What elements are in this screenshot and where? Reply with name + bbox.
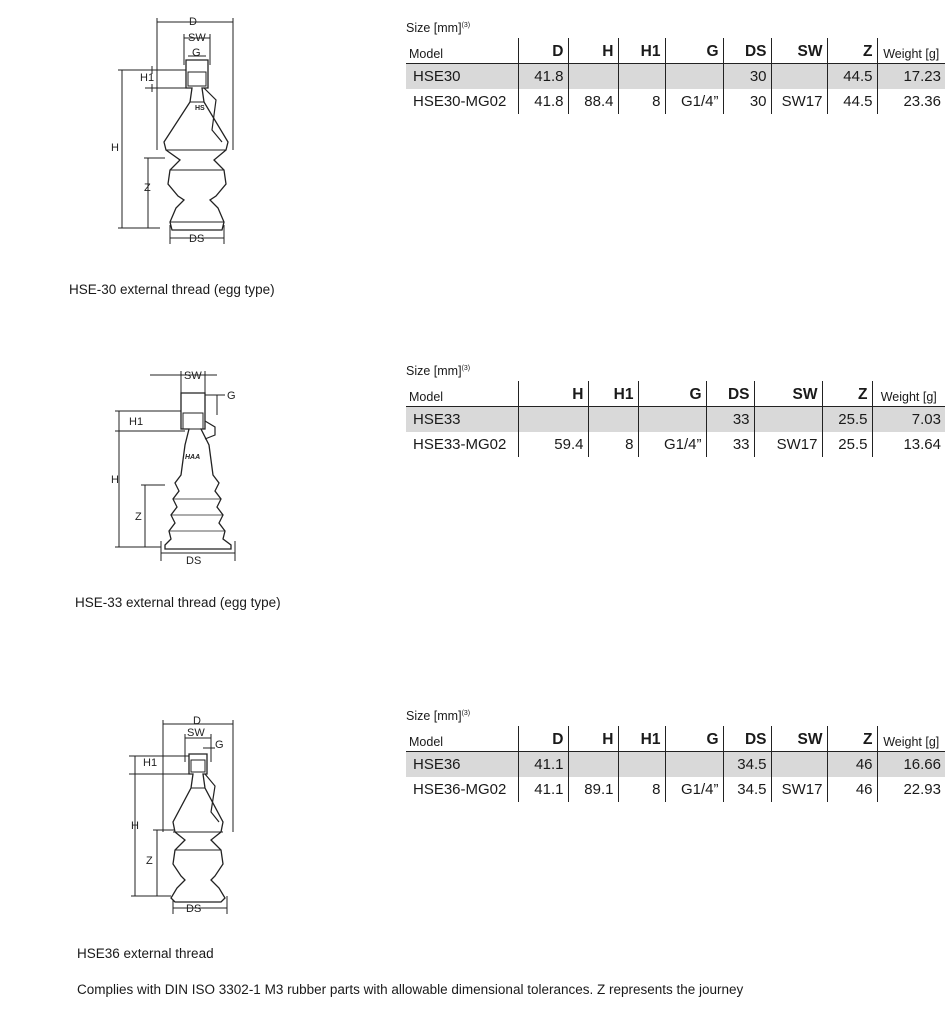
svg-text:Z: Z [146, 855, 153, 867]
hse30-technical-drawing [100, 10, 260, 250]
hse36-caption: HSE36 external thread [77, 946, 214, 961]
table-row: HSE33-MG02 59.4 8 G1/4” 33 SW17 25.5 13.64 [406, 432, 945, 457]
svg-text:H: H [111, 474, 119, 486]
compliance-footnote: Complies with DIN ISO 3302-1 M3 rubber parts with allowable dimensional tolerances. Z represents the journey [77, 982, 744, 997]
table-row: HSE30 41.8 30 44.5 17.23 [406, 64, 945, 90]
dim-h-label: H [111, 142, 119, 154]
size-label: Size [mm]$^{(3)}$ [406, 364, 471, 378]
svg-text:DS: DS [186, 555, 202, 567]
hse36-spec-table [406, 709, 945, 802]
table-row: HSE36 41.1 34.5 46 16.66 [406, 752, 945, 778]
svg-text:H: H [131, 820, 139, 832]
hse30-caption: HSE-30 external thread (egg type) [69, 282, 275, 297]
table-header: Model H H1 G DS SW Z Weight [g] [406, 381, 945, 407]
hse33-spec-table [406, 364, 945, 457]
dim-z-label: Z [144, 182, 151, 194]
dim-g-label: G [192, 47, 201, 59]
dim-ds-label: DS [189, 233, 205, 245]
dim-sw-label: SW [188, 32, 206, 44]
dim-d-label: D [189, 16, 197, 28]
svg-text:HS: HS [195, 105, 205, 112]
svg-text:SW: SW [184, 370, 202, 382]
hse33-caption: HSE-33 external thread (egg type) [75, 595, 281, 610]
svg-text:Z: Z [135, 511, 142, 523]
dim-h1-label: H1 [140, 72, 155, 84]
table-row: HSE36-MG02 41.1 89.1 8 G1/4” 34.5 SW17 46 22.93 [406, 777, 945, 802]
size-label: Size [mm]$^{(3)}$ [406, 709, 471, 723]
svg-text:SW: SW [187, 727, 205, 739]
size-label: Size [mm]$^{(3)}$ [406, 21, 471, 35]
hse36-technical-drawing [115, 712, 245, 917]
svg-text:G: G [215, 739, 224, 751]
table-row: HSE30-MG02 41.8 88.4 8 G1/4” 30 SW17 44.5 23.36 [406, 89, 945, 114]
svg-text:D: D [193, 715, 201, 727]
table-header: Model D H H1 G DS SW Z Weight [g] [406, 38, 945, 64]
hse33-technical-drawing [105, 365, 255, 570]
svg-text:DS: DS [186, 903, 202, 915]
svg-text:H1: H1 [143, 757, 158, 769]
table-row: HSE33 33 25.5 7.03 [406, 407, 945, 433]
svg-text:HAA: HAA [185, 454, 201, 461]
svg-text:H1: H1 [129, 416, 144, 428]
svg-text:G: G [227, 390, 236, 402]
table-header: Model D H H1 G DS SW Z Weight [g] [406, 726, 945, 752]
hse30-spec-table [406, 21, 945, 114]
